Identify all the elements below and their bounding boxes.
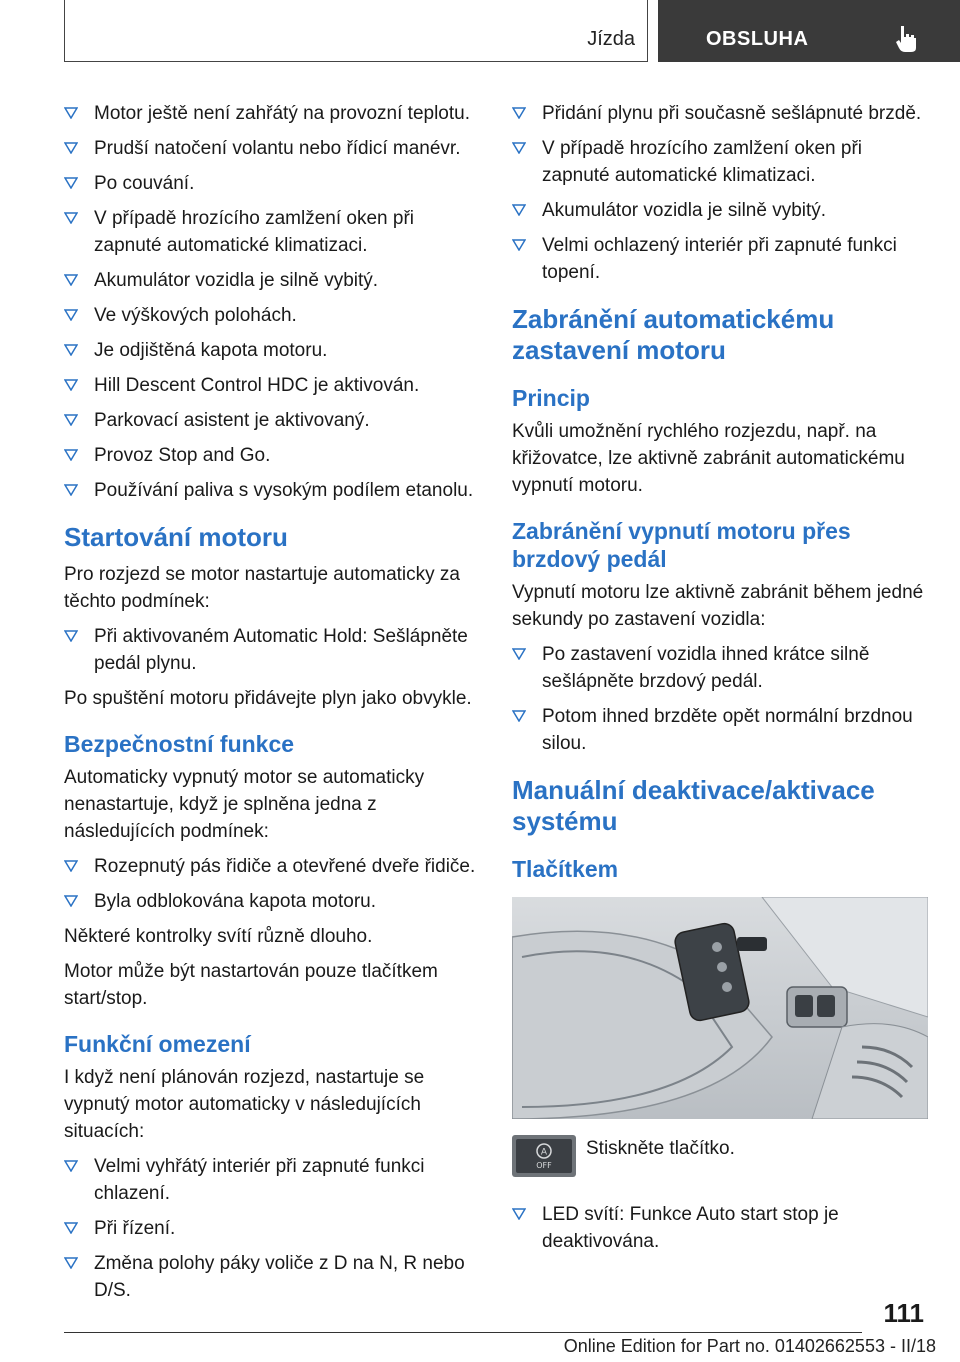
triangle-bullet-icon [64, 449, 78, 461]
list-item: Byla odblokována kapota motoru. [64, 888, 476, 915]
bullet-list [64, 623, 476, 677]
edition-footer: Online Edition for Part no. 01402662553 - II/18 [563, 1336, 936, 1356]
triangle-bullet-icon [64, 344, 78, 356]
list-item: Je odjištěná kapota motoru. [64, 337, 476, 364]
triangle-bullet-icon [64, 177, 78, 189]
triangle-bullet-icon [512, 142, 526, 154]
list-item: LED svítí: Funkce Auto start stop je deaktivována. [512, 1201, 932, 1255]
list-item: Používání paliva s vysokým podílem etanolu. [64, 477, 476, 504]
triangle-bullet-icon [64, 142, 78, 154]
triangle-bullet-icon [64, 895, 78, 907]
list-item: Potom ihned brzděte opět normální brzdnou silou. [512, 703, 932, 757]
svg-text:A: A [540, 1147, 548, 1158]
triangle-bullet-icon [64, 309, 78, 321]
list-item: Po couvání. [64, 170, 476, 197]
button-icon-label: OFF [536, 1161, 552, 1170]
bullet-list [64, 100, 476, 504]
paragraph: Kvůli umožnění rychlého rozjezdu, např. na křižovatce, lze aktivně zabránit automatickému vypnutí motoru. [512, 421, 905, 496]
auto-start-stop-button-icon [512, 1135, 576, 1177]
list-item: Akumulátor vozidla je silně vybitý. [64, 267, 476, 294]
paragraph: Některé kontrolky svítí různě dlouho. [64, 926, 373, 947]
triangle-bullet-icon [64, 379, 78, 391]
paragraph: Motor může být nastartován pouze tlačítkem start/stop. [64, 961, 438, 1009]
list-item: Parkovací asistent je aktivovaný. [64, 407, 476, 434]
list-item: V případě hrozícího zamlžení oken při zapnuté automatické klimatizaci. [512, 135, 932, 189]
left-column [64, 100, 476, 1312]
triangle-bullet-icon [64, 414, 78, 426]
paragraph: Pro rozjezd se motor nastartuje automaticky za těchto podmínek: [64, 564, 461, 612]
triangle-bullet-icon [512, 204, 526, 216]
triangle-bullet-icon [64, 107, 78, 119]
triangle-bullet-icon [64, 212, 78, 224]
triangle-bullet-icon [512, 648, 526, 660]
list-item: Velmi vyhřátý interiér při zapnuté funkci chlazení. [64, 1153, 476, 1207]
bullet-list [512, 641, 932, 757]
triangle-bullet-icon [64, 274, 78, 286]
triangle-bullet-icon [64, 630, 78, 642]
subsection-heading: Zabránění vypnutí motoru přes brzdový pedál [512, 518, 851, 572]
list-item: V případě hrozícího zamlžení oken při zapnuté automatické klimatizaci. [64, 205, 476, 259]
triangle-bullet-icon [64, 1222, 78, 1234]
paragraph: Vypnutí motoru lze aktivně zabránit během jedné sekundy po zastavení vozidla: [512, 582, 924, 630]
list-item: Při řízení. [64, 1215, 476, 1242]
section-heading: Startování motoru [64, 522, 288, 552]
section-tab [64, 0, 648, 62]
triangle-bullet-icon [512, 107, 526, 119]
triangle-bullet-icon [512, 1208, 526, 1220]
subsection-heading: Princip [512, 385, 590, 411]
bullet-list [64, 853, 476, 915]
right-column [512, 100, 932, 1263]
page-number: 111 [883, 1298, 924, 1328]
list-item: Rozepnutý pás řidiče a otevřené dveře řidiče. [64, 853, 476, 880]
bullet-list [64, 1153, 476, 1304]
subsection-heading: Tlačítkem [512, 856, 619, 882]
dashboard-photo [512, 897, 928, 1119]
section-heading: Zabránění automatickému zastavení motoru [512, 304, 835, 365]
button-action-text: Stiskněte tlačítko. [586, 1138, 735, 1159]
list-item: Prudší natočení volantu nebo řídicí manévr. [64, 135, 476, 162]
paragraph: Po spuštění motoru přidávejte plyn jako obvykle. [64, 688, 472, 709]
page-header [64, 0, 960, 64]
triangle-bullet-icon [64, 484, 78, 496]
triangle-bullet-icon [64, 1160, 78, 1172]
bullet-list [512, 100, 932, 286]
triangle-bullet-icon [512, 239, 526, 251]
list-item: Provoz Stop and Go. [64, 442, 476, 469]
list-item: Ve výškových polohách. [64, 302, 476, 329]
chapter-tab [658, 0, 960, 62]
triangle-bullet-icon [64, 1257, 78, 1269]
section-heading: Manuální deaktivace/aktivace systému [512, 775, 875, 836]
button-instruction [512, 1135, 932, 1181]
list-item: Při aktivovaném Automatic Hold: Sešlápněte pedál plynu. [64, 623, 476, 677]
list-item: Změna polohy páky voliče z D na N, R nebo D/S. [64, 1250, 476, 1304]
list-item: Hill Descent Control HDC je aktivován. [64, 372, 476, 399]
bullet-list [512, 1201, 932, 1255]
footer-divider [64, 1332, 862, 1333]
triangle-bullet-icon [64, 860, 78, 872]
list-item: Po zastavení vozidla ihned krátce silně sešlápněte brzdový pedál. [512, 641, 932, 695]
section-title: Jízda [587, 28, 635, 50]
list-item: Velmi ochlazený interiér při zapnuté funkci topení. [512, 232, 932, 286]
pointing-hand-icon [894, 24, 920, 54]
list-item: Motor ještě není zahřátý na provozní teplotu. [64, 100, 476, 127]
paragraph: Automaticky vypnutý motor se automaticky nenastartuje, když je splněna jedna z následujících podmínek: [64, 767, 425, 842]
list-item: Přidání plynu při současně sešlápnuté brzdě. [512, 100, 932, 127]
paragraph: I když není plánován rozjezd, nastartuje se vypnutý motor automaticky v následujících situacích: [64, 1067, 425, 1142]
list-item: Akumulátor vozidla je silně vybitý. [512, 197, 932, 224]
subsection-heading: Funkční omezení [64, 1031, 251, 1057]
subsection-heading: Bezpečnostní funkce [64, 731, 295, 757]
triangle-bullet-icon [512, 710, 526, 722]
chapter-title: OBSLUHA [706, 28, 809, 50]
